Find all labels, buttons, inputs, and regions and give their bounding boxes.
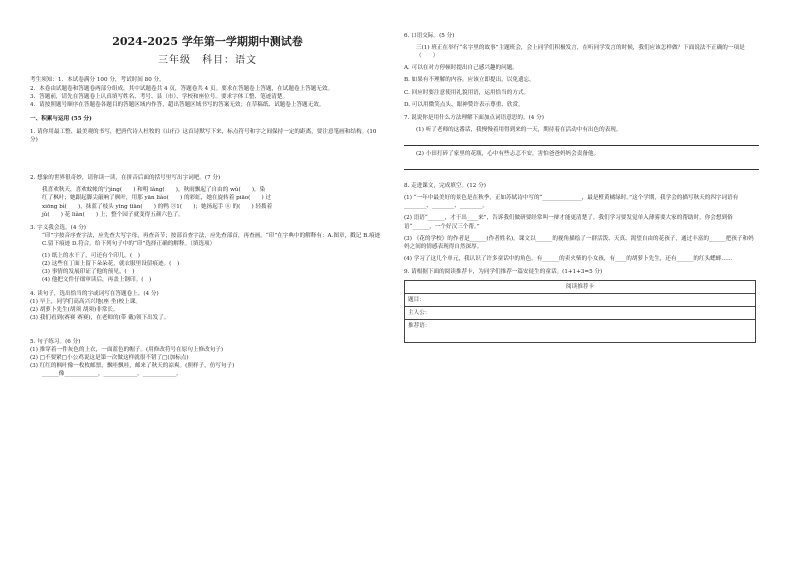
list-item: (1) 纸上的水干了，可还有个印儿。( )	[42, 253, 140, 260]
list-item: (2) □不要紧□小公鸡说这是第一次做这样就很不错了□(加标点)	[30, 355, 189, 362]
question-6: 6. 口语交际。(5 分)	[404, 33, 455, 39]
exam-subtitle: 三年级 科目：语文	[158, 54, 257, 66]
passage-line: 红了枫叶；她跟起脚尖敲响了枫叶，用那 yān liǎo( ) 的彩虹，她在旋转着 piāo( ) 过	[42, 195, 272, 202]
list-item: (3) 事情的发展印证了他的预见。( )	[42, 269, 135, 276]
passage-line: 我喜欢秋天，喜欢蚊帐的宁jìng( ) 和明 lǎng( )，秋雨飘起了自由的 wǔ( )，染	[42, 187, 266, 194]
card-hero-field[interactable]: 主人公：	[405, 307, 755, 320]
note: 3．答题前，请先在答题卷上认真填写姓名、考号、县（市）、学校和座位号。要求字体工整、笔迹清楚。	[30, 93, 289, 100]
option: D. 可以用微笑点头、眼神赞许表示尊重、欣赏。	[404, 101, 524, 108]
left-column	[30, 0, 385, 379]
note: 考生须知：1．本试卷满分 100 分，考试时间 80 分。	[30, 77, 165, 84]
card-heading: 阅读推荐卡	[405, 281, 755, 294]
list-item: (2) 这些在丁面上留下朵朵花，就衣服里设留痕迹。( )	[42, 261, 180, 268]
list-item: (1) 推穿着一件灰色的上衣，一面蓝色的帽子。(用修改符号在原句上修改句子)	[30, 347, 224, 354]
note: 2．本卷由试题卷和答题卷两部分组成，其中试题卷共 4 页，答题卷共 4 页。要求在答题卷上答题，在试题卷上答题无效。	[30, 85, 334, 92]
question-5-items	[30, 346, 385, 378]
passage-line: xiōng bì( )，抹蓝了枝头 yīng tiān( ) 的鸭 ③1( )；她扬起手 ⑥ 的( ) 轻拨着	[42, 203, 273, 210]
question-7: 7. 说说你是用什么方法理解下面加点词语意思的。(4 分)	[404, 114, 544, 121]
list-item: (2) 胡萝卜先生(胡须 胡须)非常长。	[30, 306, 119, 313]
exam-notes	[30, 76, 385, 108]
question-2: 2. 想象的世界很奇妙，请你读一读，在拼音后面的括号里写出字词吧。(7 分)	[30, 175, 221, 182]
answer-line	[404, 161, 759, 170]
option: C. 回应时要注意使用礼貌用语，运用恰当的方式。	[404, 89, 530, 96]
list-item: (3) 我们看到(赛赛 赛赛)，在老师的(带 戴)领下出发了。	[30, 314, 170, 321]
list-item: (1) “一年中最美好的景色是在秋季，正如苏轼诗中写的“______________，最是橙黄橘绿时。”这个学期，我学会的描写秋天的四字词语有________、________、________。	[404, 195, 739, 210]
list-item: (4) 学习了这几个单元，我认识了许多童话中的角色，有______的卖火柴的小女孩，有____的胡萝卜先生，还有______的红头蟋蟀……	[404, 255, 733, 262]
option: B. 如果有不理解的内容，应该立即提出，以免遗忘。	[404, 77, 535, 84]
question-8: 8. 走进课文，完成填空。(12 分)	[404, 183, 486, 190]
question-7-item: (2) 小田打碎了家里的花瓶，心中有些忐忑不安，害怕爸爸妈妈会责备他。	[416, 150, 600, 157]
question-6-body: 三(1) 班正在举行“名字里的故事”主题班会，会上同学们积极发言，在听同学发言的时候，我们应该怎样做？下面说法不正确的一项是（ ）	[416, 45, 745, 60]
list-item: (3) 《花的学校》的作者是______(作者姓名)。课文以______的视角描绘了一群活泼、天真、渴望自由的花孩子，通过丰富的______把孩子和妈妈之间的情感表现得自然深厚。	[404, 235, 754, 250]
exam-title: 2024-2025 学年第一学期期中测试卷	[112, 35, 303, 48]
card-title-field[interactable]: 题目：	[405, 294, 755, 307]
fill-line: ______像____________，____________，____________。	[42, 371, 182, 378]
question-1: 1. 请你用最工整、最美观的书写，把唐代诗人杜牧的《山行》这首诗默写下来，标点符号和字之间保持一定的距离，要注意笔画和结构。(10 分)	[30, 128, 377, 144]
question-4-items	[30, 298, 385, 322]
question-2-passage	[30, 186, 385, 218]
list-item: (3) 红红的枫叶像一枚枚邮票，飘哇飘哇，邮来了秋天的凉爽。(照样子，仿写句子)	[30, 363, 235, 370]
answer-line	[404, 137, 759, 146]
note: 4．请按照题号顺序在答题卷各题目的答题区域内作答，超出答题区域书写的答案无效；在草稿纸、试题卷上答题无效。	[30, 101, 325, 108]
question-7-item: (1) 听了老师的这番话，我慢慢着用得到来的一天，期待着在活动中有出色的表现。	[416, 126, 622, 133]
right-column	[404, 32, 759, 343]
question-4: 4. 读句子，选出恰当的字或词写在答题卷上。(4 分)	[30, 290, 159, 297]
question-9: 9. 请根据下面的阅读推荐卡，为同学们推荐一篇安徒生的童话。(1+1+3=5 分)	[404, 268, 603, 275]
section-heading: 一、积累与运用 (55 分)	[30, 115, 92, 122]
question-8-items	[404, 194, 759, 263]
question-5: 5. 句子练习。(6 分)	[30, 338, 81, 345]
question-6-options	[404, 64, 759, 108]
question-3-items	[30, 252, 385, 284]
reading-recommendation-card	[404, 280, 756, 343]
option: A. 可以在对方停顿时提出自己感兴趣的问题。	[404, 65, 518, 72]
question-3: 3. 字义我会选。(4 分)	[30, 224, 86, 231]
list-item: (1) 早上，同学们高高兴兴地(座 坐)校上课。	[30, 298, 141, 305]
list-item: (2) 语语“______，才干出____来”，告诉我们做研要经常叫一辩才能更清楚了。我们学习要发觉单入薄雾要大家的帮助时，你会想到俗语“______，一个好汉三个帮。”	[404, 215, 733, 230]
card-reason-field[interactable]: 推荐语：	[408, 323, 431, 330]
passage-line: jǔ( ) 花 liǎn( ) 上，整个园子就变得五颜六色了。	[42, 211, 184, 218]
list-item: (4) 他把文件仔细审读后，再盖上钢印。( )	[42, 277, 152, 284]
question-3-body: “印”字按音序查字法，应先查大写字母，再查音节；按部首查字法，应先查部首，再查画。“印”在字典中的解释有：A.图章，戳记 B.痕迹 C.留下痕迹 D.符合。给下列句子中的“印”选择正确的解释。（填选项）	[42, 232, 381, 247]
